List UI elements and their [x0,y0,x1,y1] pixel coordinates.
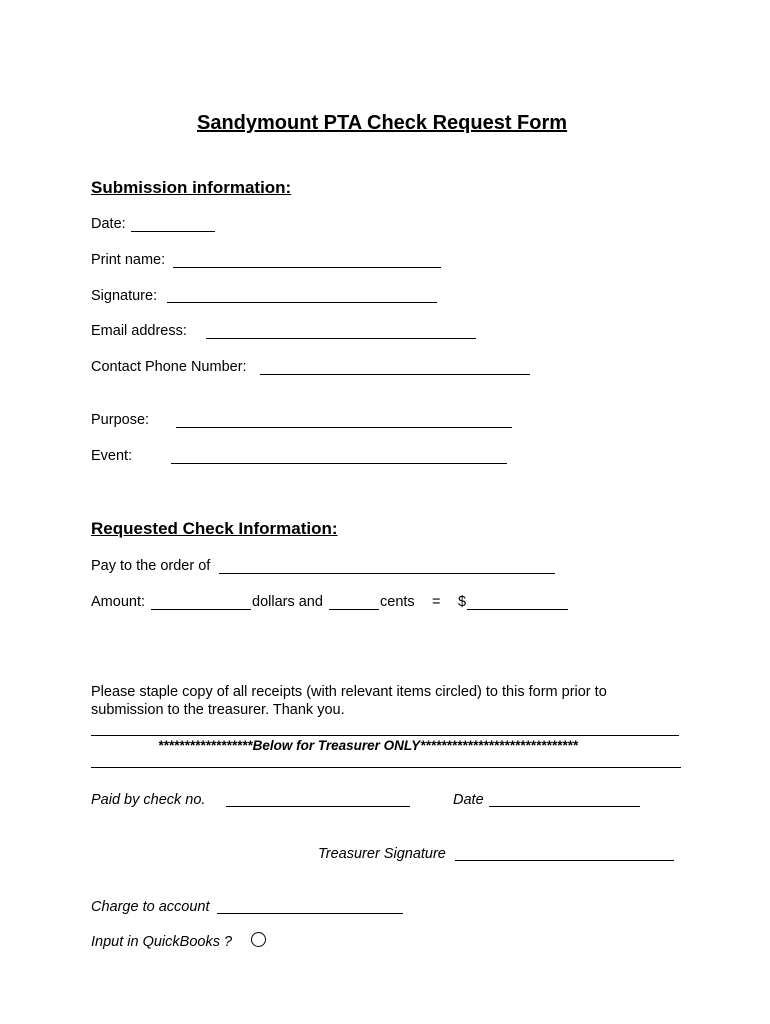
treasurer-date-label: Date [453,792,484,808]
print-name-label: Print name: [91,252,166,268]
date-label: Date: [91,216,126,232]
treasurer-signature-label: Treasurer Signature [318,846,446,862]
paid-by-check-label: Paid by check no. [91,792,206,808]
purpose-field[interactable] [176,427,512,428]
treasurer-banner: ******************Below for Treasurer ONLY****************************** [158,738,578,753]
receipts-note: Please staple copy of all receipts (with relevant items circled) to this form prior to submission to the treasurer. Thank you. [91,684,607,718]
phone-label: Contact Phone Number: [91,359,247,375]
quickbooks-checkbox[interactable] [251,932,266,947]
dollars-field[interactable] [151,609,251,610]
dollar-sign: $ [458,594,467,610]
signature-field[interactable] [167,302,437,303]
form-title: Sandymount PTA Check Request Form [197,112,568,134]
email-label: Email address: [91,323,187,339]
treasurer-divider-top [91,735,679,736]
cents-field[interactable] [329,609,379,610]
event-field[interactable] [171,463,507,464]
submission-heading: Submission information: [91,178,292,197]
charge-account-label: Charge to account [91,899,210,915]
check-info-heading: Requested Check Information: [91,519,338,538]
pay-to-label: Pay to the order of [91,558,211,574]
event-label: Event: [91,448,133,464]
total-amount-field[interactable] [467,609,568,610]
email-field[interactable] [206,338,476,339]
phone-field[interactable] [260,374,530,375]
charge-account-field[interactable] [217,913,403,914]
pay-to-field[interactable] [219,573,555,574]
date-field[interactable] [131,231,215,232]
print-name-field[interactable] [173,267,441,268]
purpose-label: Purpose: [91,412,150,428]
treasurer-date-field[interactable] [489,806,640,807]
treasurer-divider-bottom [91,767,681,768]
equals-sign: = [432,594,441,610]
quickbooks-label: Input in QuickBooks ? [91,934,233,950]
check-number-field[interactable] [226,806,410,807]
cents-label: cents [380,594,415,610]
amount-label: Amount: [91,594,145,610]
dollars-label: dollars and [252,594,323,610]
treasurer-signature-field[interactable] [455,860,674,861]
signature-label: Signature: [91,288,158,304]
